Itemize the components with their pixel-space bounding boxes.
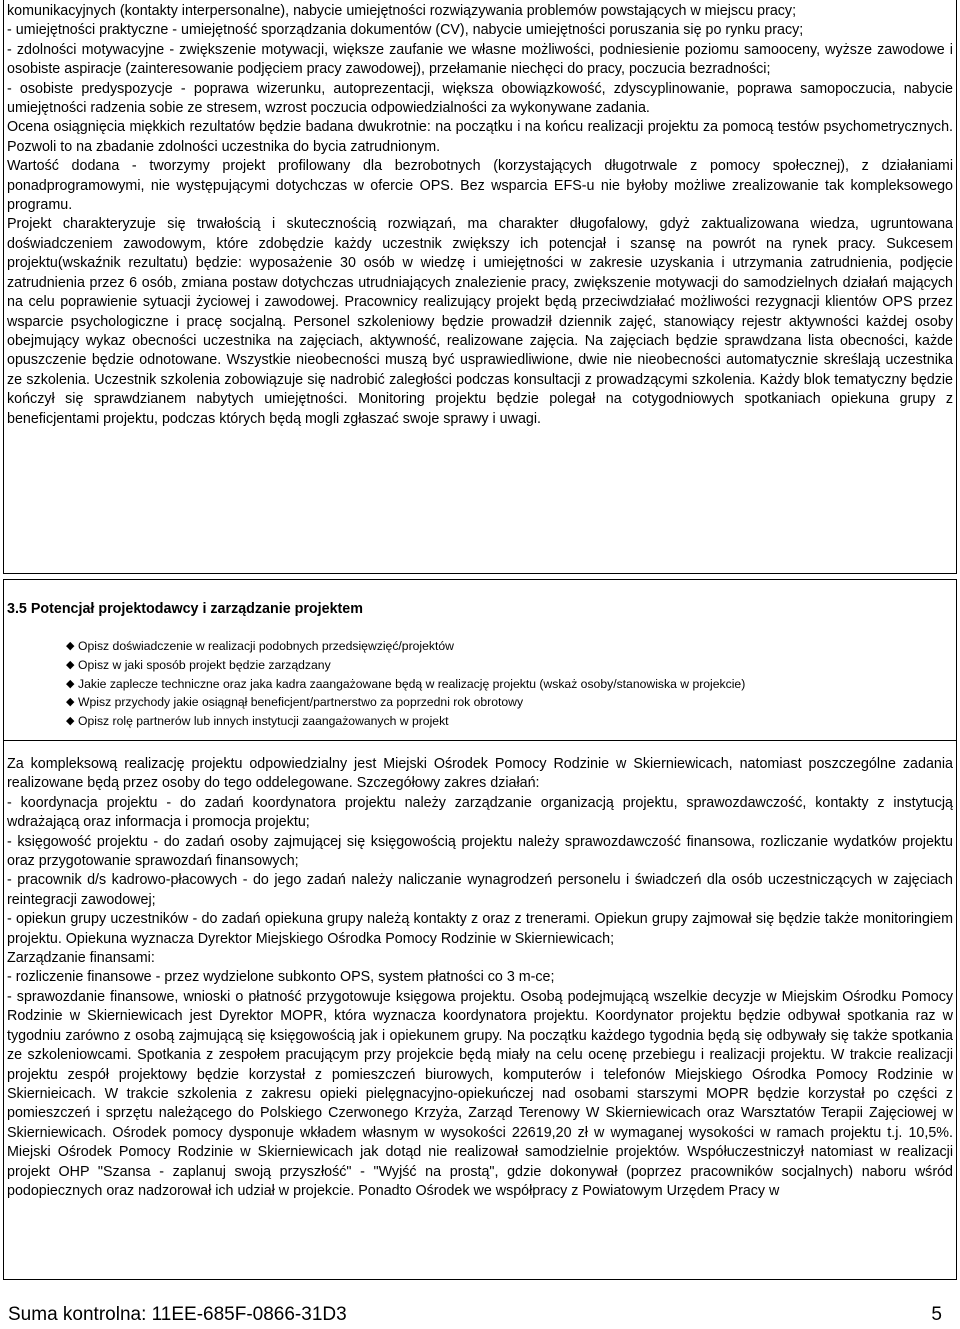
instruction-list [4, 637, 956, 731]
section-header-box [3, 579, 957, 741]
list-item: ◆ Opisz w jaki sposób projekt będzie zarządzany [66, 656, 956, 675]
page-footer [8, 1303, 942, 1327]
paragraph: komunikacyjnych (kontakty interpersonalne), nabycie umiejętności rozwiązywania problemów powstających w miejscu pracy; [7, 3, 797, 19]
paragraph: - umiejętności praktyczne - umiejętność sporządzania dokumentów (CV), nabycie umiejętności poruszania się po rynku pracy; [7, 22, 804, 39]
paragraph: - rozliczenie finansowe - przez wydzielone subkonto OPS, system płatności co 3 m-ce; [7, 969, 555, 986]
list-item: ◆ Opisz rolę partnerów lub innych instytucji zaangażowanych w projekt [66, 712, 956, 731]
top-text [4, 0, 956, 429]
top-text-box [3, 0, 957, 574]
section-title: 3.5 Potencjał projektodawcy i zarządzanie projektem [7, 601, 363, 617]
diamond-bullet-icon: ◆ [66, 715, 75, 728]
diamond-bullet-icon: ◆ [66, 696, 75, 709]
bottom-text [4, 741, 956, 1201]
paragraph: - księgowość projektu - do zadań osoby zajmującej się księgowością projektu należy sprawozdawczość finansowa, rozliczanie wydatków projektu oraz przygotowanie sprawozdań finansowych; [7, 833, 953, 870]
paragraph: - osobiste predyspozycje - poprawa wizerunku, autoprezentacji, większa obowiązkowość, zdyscyplinowanie, poprawa samopoczucia, nabycie umiejętności radzenia sobie ze stresem, wzrost poczucia odpowiedzialności za wykonywane zadania. [7, 80, 953, 117]
diamond-bullet-icon: ◆ [66, 677, 75, 690]
checksum-label: Suma kontrolna: 11EE-685F-0866-31D3 [8, 1304, 347, 1325]
paragraph: - opiekun grupy uczestników - do zadań opiekuna grupy należą kontakty z oraz z trenerami. Opiekun grupy zajmował się będzie także monitoringiem projektu. Opiekuna wyznacza Dyrektor Miejskiego Ośrodka Pomocy Rodzinie w Skierniewicach; [7, 911, 953, 947]
list-item: ◆ Opisz doświadczenie w realizacji podobnych przedsięwzięć/projektów [66, 637, 956, 656]
paragraph: Za kompleksową realizację projektu odpowiedzialny jest Miejski Ośrodek Pomocy Rodzinie w Skierniewicach, natomiast poszczególne zadania realizowane będą przez osoby do tego oddelegowane. Szczegółowy zakres działań: [7, 756, 953, 792]
paragraph: Zarządzanie finansami: [7, 950, 155, 967]
paragraph: - sprawozdanie finansowe, wnioski o płatność przygotowuje księgowa projektu. Osobą podejmującą wszelkie decyzje w Miejskim Ośrodku Pomocy Rodzinie w Skierniewicach jest Dyrektor MOPR, która wyznacza koordynatora projektu. Koordynator projektu będzie odbywał spotkania raz w tygodniu zarówno z osobą zajmującą się księgowością jak i opiekunem grupy. Na początku każdego tygodnia będą się odbywały się także spotkania ze szkoleniowcami. Spotkania z zespołem pracującym przy projekcie będą miały na celu ocenę przebiegu i realizacji projektu. W trakcie realizacji projektu zespół projektowy będzie korzystał z pomieszczeń biurowych, komputerów i telefonów Miejskiego Ośrodka Pomocy Rodzinie w Skiernieicach. W trakcie szkolenia z zakresu opieki pielęgnacyjno-opiekuńczej nad osobami starszymi MOPR będzie korzystał po części z pomieszczeń i sprzętu należącego do Polskiego Czerwonego Krzyża, Zarząd Terenowy W Skierniewicach oraz Warsztatów Terapii Zajęciowej w Skierniewicach. Ośrodek pomocy dysponuje wkładem własnym w wysokości 22619,20 zł w wymaganej wysokości w ramach projektu t.j. 10,5%. Miejski Ośrodek Pomocy Rodzinie w Skierniewicach jak dotąd nie realizował samodzielnie projektów. Współuczestniczył natomiast w realizacji projekt OHP "Szansa - zaplanuj swoją przyszłość" - "Wyjść na prostą", gdzie dokonywał (poprzez pracowników socjalnych) naboru wśród podopiecznych oraz nadzorował ich udział w projekcie. Ponadto Ośrodek we współpracy z Powiatowym Urzędem Pracy w [7, 988, 953, 1199]
paragraph: - koordynacja projektu - do zadań koordynatora projektu należy zarządzanie organizacją projektu, sprawozdawczość, kontakty z instytucją wdrażającą oraz informacja i promocja projektu; [7, 794, 953, 831]
list-item: ◆ Jakie zaplecze techniczne oraz jaka kadra zaangażowane będą w realizację projektu (wskaż osoby/stanowiska w projekcie) [66, 675, 956, 694]
diamond-bullet-icon: ◆ [66, 658, 75, 671]
page-number: 5 [931, 1304, 942, 1325]
bottom-text-box [3, 741, 957, 1280]
paragraph: Wartość dodana - tworzymy projekt profilowany dla bezrobotnych (korzystających długotrwale z pomocy społecznej), z działaniami ponadprogramowymi, nie występującymi dotychczas w ofercie OPS. Bez wsparcia EFS-u nie byłoby możliwe zrealizowanie tak kompleksowego programu. [7, 158, 953, 214]
list-item: ◆ Wpisz przychody jakie osiągnął beneficjent/partnerstwo za poprzedni rok obrotowy [66, 693, 956, 712]
diamond-bullet-icon: ◆ [66, 640, 75, 652]
paragraph: - pracownik d/s kadrowo-płacowych - do jego zadań należy naliczanie wynagrodzeń personelu i świadczeń dla osób uczestniczących w zajęciach reintegracji zawodowej; [7, 872, 953, 908]
paragraph: Projekt charakteryzuje się trwałością i skutecznością rozwiązań, ma charakter długofalowy, gdyż zaktualizowana wiedza, ugruntowana doświadczeniem zawodowym, które zdobędzie każdy uczestnik zwiększy ich potencjał i szansę na powrót na rynek pracy. Sukcesem projektu(wskaźnik rezultatu) będzie: wyposażenie 30 osób w wiedzę i umiejętności w zakresie uzyskania i utrzymania zatrudnienia, podjęcie zatrudnienia przez 6 osób, zmiana postaw dotychczas utrudniających znalezienie pracy, zwiększenie motywacji do samodzielnych działań mających na celu poprawienie sytuacji życiowej i zawodowej. Pracownicy realizujący projekt będą przeciwdziałać możliwości rezygnacji klientów OPS przez wsparcie psychologiczne i pracę socjalną. Personel szkoleniowy będzie prowadził dziennik zajęć, stanowiący rejestr aktywności każdej osoby obejmujący wykaz obecności uczestnika na zajęciach, aktywność, realizowane zajęcia. Na zajęciach będzie sprawdzana lista obecności, każde opuszczenie będzie odnotowane. Wszystkie nieobecności muszą być usprawiedliwione, dwie nie nieobecności automatycznie skreślają uczestnika ze szkolenia. Uczestnik szkolenia zobowiązuje się nadrobić zaległości podczas konsultacji z prowadzącymi szkolenia. Każdy blok tematyczny będzie kończył się sprawdzianem nabytych umiejętności. Monitoring projektu będzie polegał na cotygodniowych spotkaniach opiekuna grupy z beneficjentami projektu, podczas których będą mogli zgłaszać swoje sprawy i uwagi. [7, 216, 953, 427]
paragraph: Ocena osiągnięcia miękkich rezultatów będzie badana dwukrotnie: na początku i na końcu realizacji projektu za pomocą testów psychometrycznych. Pozwoli to na zbadanie zdolności uczestnika do bycia zatrudnionym. [7, 119, 953, 155]
paragraph: - zdolności motywacyjne - zwiększenie motywacji, większe zaufanie we własne możliwości, podniesienie poziomu samooceny, wyższe zawodowe i osobiste aspiracje (zainteresowanie podjęciem pracy zawodowej), przełamanie niechęci do pracy, poczucia bezradności; [7, 41, 953, 78]
